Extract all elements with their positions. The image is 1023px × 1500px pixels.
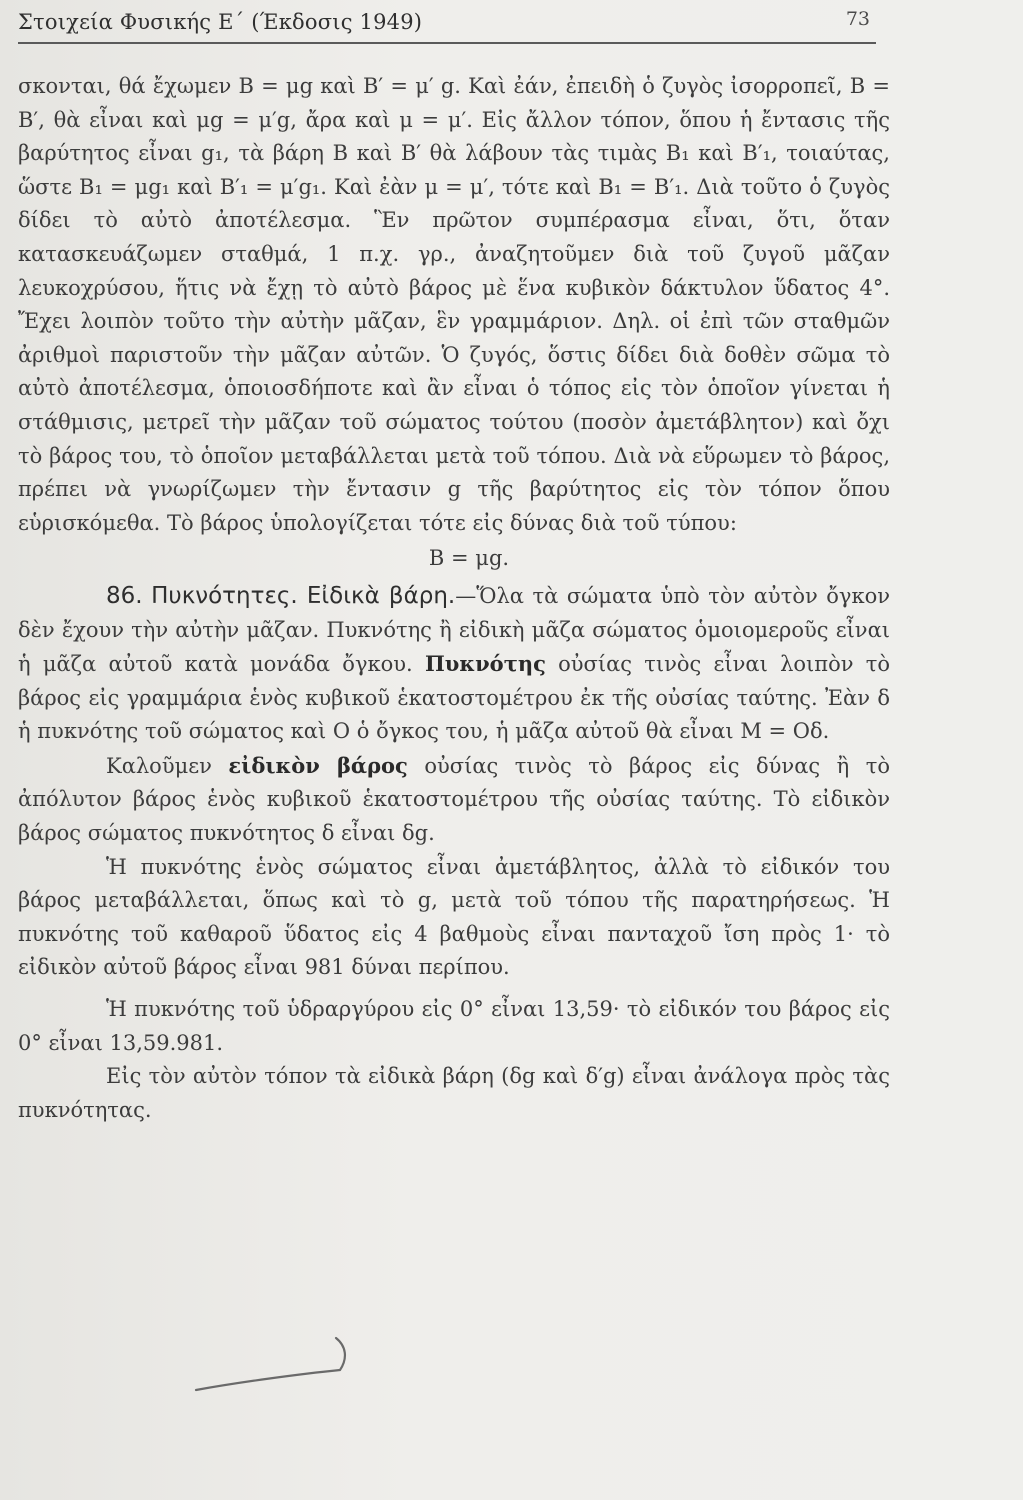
section-86-text-b: οὐσίας τινὸς εἶναι λοιπὸν τὸ βάρος εἰς γραμμάρια ἑνὸς κυβικοῦ ἑκατοστομέτρου ἐκ τῆς οὐσίας ταύτης. Ἐὰν δ ἡ πυκνότης τοῦ σώματος καὶ O ὁ ὄγκος του, ἡ μᾶζα αὐτοῦ θὰ εἶναι M = Oδ. <box>18 652 890 744</box>
pen-underline-mark <box>190 1330 350 1400</box>
paragraph-specific-weight <box>18 749 890 851</box>
paragraph-mercury: Ἡ πυκνότης τοῦ ὑδραργύρου εἰς 0° εἶναι 13,59· τὸ εἰδικόν του βάρος εἰς 0° εἶναι 13,59.981. <box>18 997 890 1055</box>
term-specific-weight: εἰδικὸν βάρος <box>228 752 408 778</box>
section-86-text-a: —Ὅλα τὰ σώματα ὑπὸ τὸν αὐτὸν ὄγκον δὲν ἔχουν τὴν αὐτὴν μᾶζαν. Πυκνότης ἢ εἰδικὴ μᾶζα σώματος ὁμοιομεροῦς εἶναι ἡ μᾶζα αὐτοῦ κατὰ μονάδα ὄγκου. <box>18 583 890 677</box>
section-86-paragraph <box>18 580 890 749</box>
term-density: Πυκνότης <box>424 651 546 677</box>
header-title: Στοιχεία Φυσικής Ε΄ (Έκδοσις 1949) <box>18 10 423 34</box>
formula-weight: B = μg. <box>428 546 510 571</box>
section-title: Πυκνότητες. Εἰδικὰ βάρη. <box>151 582 456 609</box>
running-header <box>18 6 878 42</box>
section-number: 86. <box>106 582 143 609</box>
header-rule <box>18 42 876 44</box>
paragraph-continued: σκονται, θά ἔχωμεν B = μg καὶ B′ = μ′ g. Καὶ ἐάν, ἐπειδὴ ὁ ζυγὸς ἰσορροπεῖ, B = B′, θὰ εἶναι καὶ μg = μ′g, ἄρα καὶ μ = μ′. Εἰς ἄλλον τόπον, ὅπου ἡ ἔντασις τῆς βαρύτητος εἶναι g₁, τὰ βάρη B καὶ B′ θὰ λάβουν τὰς τιμὰς B₁ καὶ B′₁, τοιαύτας, ὥστε B₁ = μg₁ καὶ B′₁ = μ′g₁. Καὶ ἐὰν μ = μ′, τότε καὶ B₁ = B′₁. Διὰ τοῦτο ὁ ζυγὸς δίδει τὸ αὐτὸ ἀποτέλεσμα. Ἓν πρῶτον συμπέρασμα εἶναι, ὅτι, ὅταν κατασκευάζωμεν σταθμά, 1 π.χ. γρ., ἀναζητοῦμεν διὰ τοῦ ζυγοῦ μᾶζαν λευκοχρύσου, ἥτις νὰ ἔχῃ τὸ αὐτὸ βάρος μὲ ἕνα κυβικὸν δάκτυλον ὕδατος 4°. Ἔχει λοιπὸν τοῦτο τὴν αὐτὴν μᾶζαν, ἓν γραμμάριον. Δηλ. οἱ ἐπὶ τῶν σταθμῶν ἀριθμοὶ παριστοῦν τὴν μᾶζαν αὐτῶν. Ὁ ζυγός, ὅστις δίδει διὰ δοθὲν σῶμα τὸ αὐτὸ ἀποτέλεσμα, ὁποιοσδήποτε καὶ ἂν εἶναι ὁ τόπος εἰς τὸν ὁποῖον γίνεται ἡ στάθμισις, μετρεῖ τὴν μᾶζαν τοῦ σώματος τούτου (ποσὸν ἀμετάβλητον) καὶ ὄχι τὸ βάρος του, τὸ ὁποῖον μεταβάλλεται μετὰ τοῦ τόπου. Διὰ νὰ εὕρωμεν τὸ βάρος, πρέπει νὰ γνωρίζωμεν τὴν ἔντασιν g τῆς βαρύτητος εἰς τὸν τόπον ὅπου εὑρισκόμεθα. Τὸ βάρος ὑπολογίζεται τότε εἰς δύνας διὰ τοῦ τύπου: <box>18 74 890 535</box>
specific-weight-text: οὐσίας τινὸς τὸ βάρος εἰς δύνας ἢ τὸ ἀπόλυτον βάρος ἑνὸς κυβικοῦ ἑκατοστομέτρου τῆς οὐσίας ταύτης. Τὸ εἰδικὸν βάρος σώματος πυκνότητος δ εἶναι δg. <box>18 753 890 846</box>
paragraph-proportional: Εἰς τὸν αὐτὸν τόπον τὰ εἰδικὰ βάρη (δg καὶ δ′g) εἶναι ἀνάλογα πρὸς τὰς πυκνότητας. <box>18 1064 890 1122</box>
page-number: 73 <box>845 8 870 30</box>
paragraph-density-constant: Ἡ πυκνότης ἑνὸς σώματος εἶναι ἀμετάβλητος, ἀλλὰ τὸ εἰδικόν του βάρος μεταβάλλεται, ὅπως καὶ τὸ g, μετὰ τοῦ τόπου τῆς παρατηρήσεως. Ἡ πυκνότης τοῦ καθαροῦ ὕδατος εἰς 4 βαθμοὺς εἶναι πανταχοῦ ἴση πρὸς 1· τὸ εἰδικὸν αὐτοῦ βάρος εἶναι 981 δύναι περίπου. <box>18 854 890 980</box>
specific-weight-lead: Καλοῦμεν <box>106 753 212 778</box>
page-body <box>18 70 890 1127</box>
